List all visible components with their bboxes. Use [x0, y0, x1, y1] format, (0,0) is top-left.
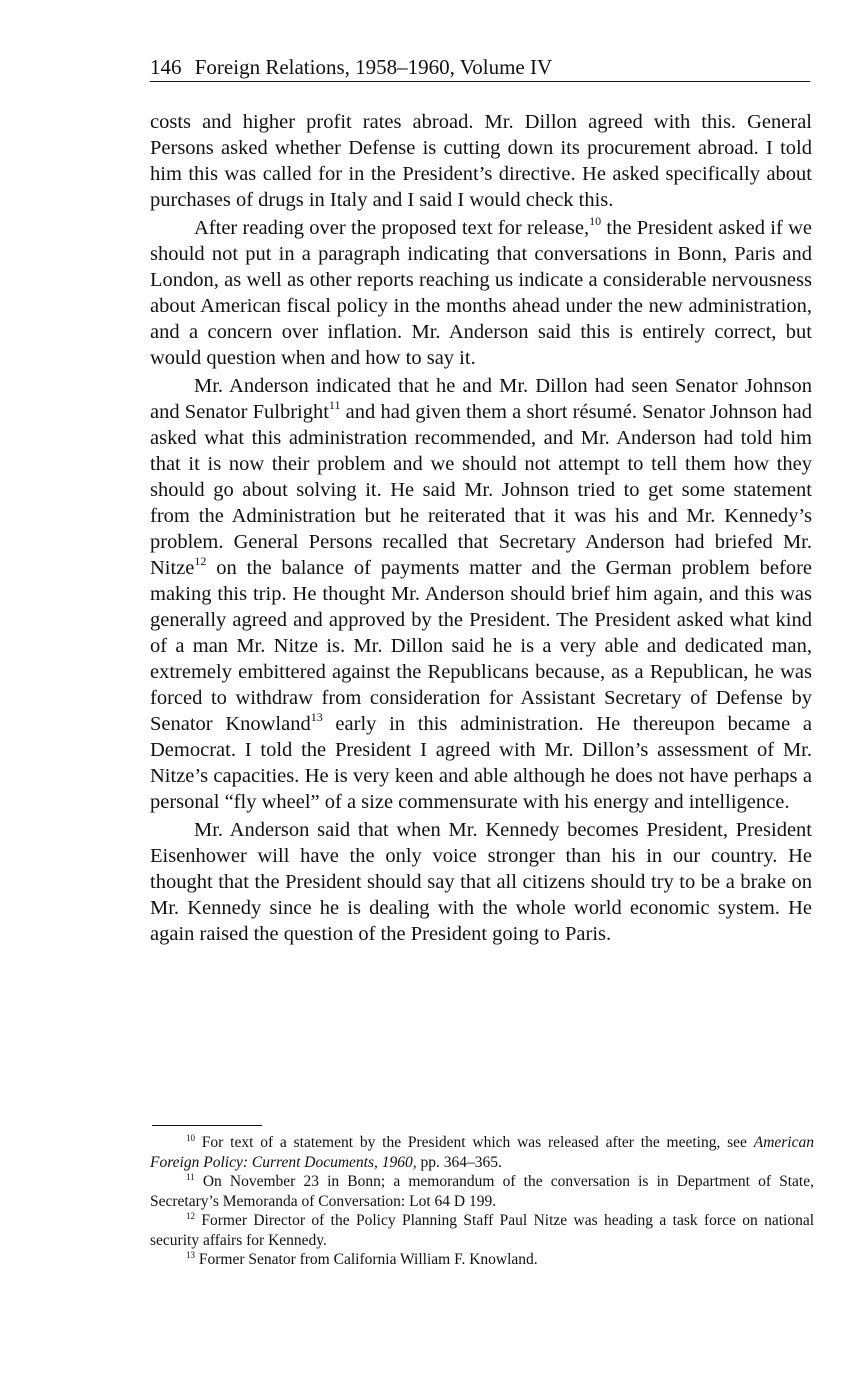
- footnote-ref-11[interactable]: 11: [328, 398, 341, 412]
- paragraph-text: early in this administration. He thereupon became a Democrat. I told the President I agreed with Mr. Dillon’s assessment of Mr. Nitze’s capacities. He is very keen and able although he does not have perhaps a personal “fly wheel” of a size commensurate with his energy and intelligence.: [150, 713, 812, 813]
- footnote-text: Former Senator from California William F. Knowland.: [195, 1251, 538, 1268]
- footnote-10: [150, 1133, 814, 1172]
- footnote-text: Former Director of the Policy Planning Staff Paul Nitze was heading a task force on national security affairs for Kennedy.: [150, 1212, 814, 1249]
- paragraph-text: Mr. Anderson indicated that he and Mr. Dillon had seen Senator Johnson and Senator Fulbright: [150, 375, 812, 423]
- footnote-13: [150, 1250, 814, 1270]
- footnote-text: On November 23 in Bonn; a memorandum of the conversation is in Department of State, Secretary’s Memoranda of Conversation: Lot 64 D 199.: [150, 1173, 814, 1210]
- paragraph-text: and had given them a short résumé. Senator Johnson had asked what this administration recommended, and Mr. Anderson had told him that it is now their problem and we should not attempt to tell them how they should go about solving it. He said Mr. Johnson tried to get some statement from the Administration but he reiterated that it was his and Mr. Kennedy’s problem. General Persons recalled that Secretary Anderson had briefed Mr. Nitze: [150, 401, 812, 579]
- footnote-number: 11: [186, 1172, 195, 1182]
- paragraph-text: costs and higher profit rates abroad. Mr. Dillon agreed with this. General Persons asked whether Defense is cutting down its procurement abroad. I told him this was called for in the President’s directive. He asked specifically about purchases of drugs in Italy and I said I would check this.: [150, 111, 812, 211]
- footnote-12: [150, 1211, 814, 1250]
- paragraph-2: [150, 215, 812, 371]
- main-text: [150, 109, 812, 947]
- paragraph-text: on the balance of payments matter and the German problem before making this trip. He thought Mr. Anderson should brief him again, and this was generally agreed and approved by the President. The President asked what kind of a man Mr. Nitze is. Mr. Dillon said he is a very able and dedicated man, extremely embittered against the Republicans because, as a Republican, he was forced to withdraw from consideration for Assistant Secretary of Defense by Senator Knowland: [150, 557, 812, 735]
- paragraph-4: [150, 817, 812, 947]
- footnote-ref-10[interactable]: 10: [589, 214, 602, 228]
- running-header: [150, 54, 810, 82]
- footnote-number: 12: [186, 1211, 195, 1221]
- paragraph-1: [150, 109, 812, 213]
- footnote-ref-13[interactable]: 13: [310, 710, 323, 724]
- footnotes: [150, 1133, 814, 1270]
- footnote-number: 10: [186, 1133, 195, 1143]
- paragraph-3: [150, 373, 812, 815]
- footnote-11: [150, 1172, 814, 1211]
- footnote-number: 13: [186, 1250, 195, 1260]
- footnote-source-title: American Foreign Policy: Current Documents, 1960,: [150, 1134, 814, 1171]
- paragraph-text: the President asked if we should not put in a paragraph indicating that conversations in Bonn, Paris and London, as well as other reports reaching us indicate a considerable nervousness about American fiscal policy in the months ahead under the new administration, and a concern over inflation. Mr. Anderson said this is entirely correct, but would question when and how to say it.: [150, 217, 812, 369]
- paragraph-text: Mr. Anderson said that when Mr. Kennedy becomes President, President Eisenhower will have the only voice stronger than his in our country. He thought that the President should say that all citizens should try to be a brake on Mr. Kennedy since he is dealing with the whole world economic system. He again raised the question of the President going to Paris.: [150, 819, 812, 945]
- paragraph-text: After reading over the proposed text for release,: [194, 217, 590, 239]
- footnote-text: For text of a statement by the President which was released after the meeting, see: [195, 1134, 754, 1151]
- footnote-divider: [152, 1125, 262, 1126]
- volume-title: Foreign Relations, 1958–1960, Volume IV: [194, 55, 553, 79]
- page-number: 146: [150, 55, 182, 79]
- footnote-ref-12[interactable]: 12: [194, 554, 207, 568]
- footnote-text: pp. 364–365.: [416, 1153, 502, 1171]
